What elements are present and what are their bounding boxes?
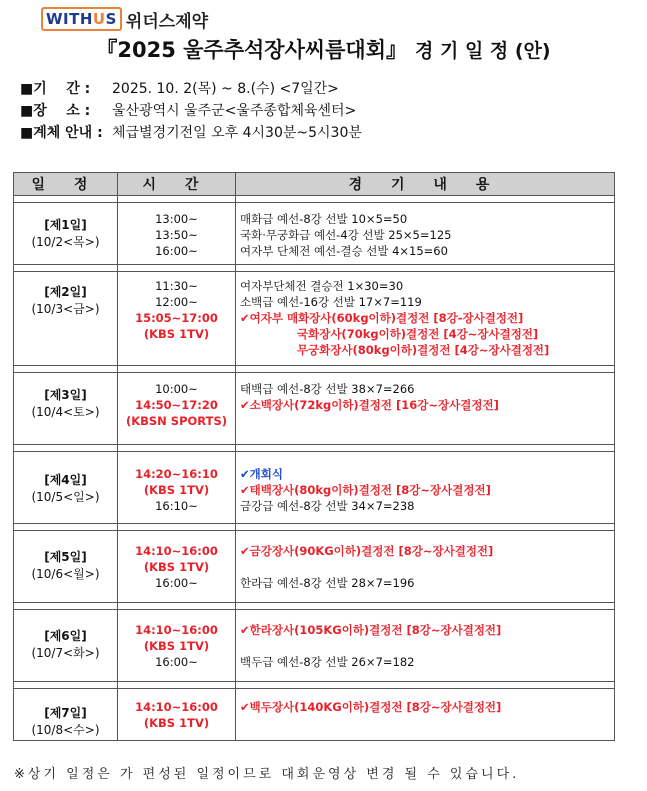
spacer-cell [236,196,615,203]
event-line [240,326,614,342]
row-spacer [14,366,615,373]
info-value: 울산광역시 울주군<울주종합체육센터> [112,103,357,119]
content-cell [236,373,615,445]
time-cell [118,689,236,741]
time-entry: 11:30~ [155,279,198,293]
event-text: 개회식 [249,467,283,481]
footnote: ※상기 일정은 가 편성된 일정이므로 대회운영상 변경 될 수 있습니다. [14,767,520,782]
event-line [240,575,614,591]
logo-korean-name: 위더스제약 [125,11,209,32]
check-icon: ✔ [240,483,250,497]
time-entry: 16:00~ [155,655,198,669]
day-label: [제7일] [44,706,87,720]
title-main: 『2025 울주추석장사씨름대회』 [96,38,407,62]
day-label: [제1일] [44,218,87,232]
event-text: 금강장사(90KG이하)결정전 [8강~장사결정전] [249,544,494,558]
day-date: (10/5<일>) [31,490,100,504]
event-info [20,78,362,144]
spacer-cell [14,445,118,452]
time-entry: 16:00~ [155,576,198,590]
check-icon: ✔ [240,700,250,714]
day-label: [제4일] [44,473,87,487]
event-line [240,482,614,498]
spacer-cell [118,682,236,689]
content-cell [236,531,615,603]
check-icon: ✔ [240,398,250,412]
event-text: 백두장사(140KG이하)결정전 [8강~장사결정전] [249,700,502,714]
spacer-cell [14,196,118,203]
event-text: 소백장사(72kg이하)결정전 [16강~장사결정전] [249,398,499,412]
spacer-cell [118,366,236,373]
event-text: 백두급 예선-8강 선발 26×7=182 [240,655,415,669]
spacer-cell [118,524,236,531]
time-cell [118,452,236,524]
event-line [240,622,614,638]
header-schedule: 일 정 [14,173,118,196]
time-entry: (KBS 1TV) [143,327,210,341]
spacer-cell [118,196,236,203]
event-text: 한라장사(105KG이하)결정전 [8강~장사결정전] [249,623,502,637]
time-entry: (KBS 1TV) [143,716,210,730]
day-date: (10/6<월>) [31,567,100,581]
day-cell [14,373,118,445]
time-entry: (KBS 1TV) [143,483,210,497]
event-line [240,211,614,227]
time-entry: 13:00~ [155,212,198,226]
title-sub: 경 기 일 정 (안) [415,40,551,62]
info-label: ■장 소 : [20,103,96,119]
row-spacer [14,445,615,452]
spacer-cell [236,445,615,452]
day-date: (10/7<화>) [31,646,100,660]
spacer-cell [14,682,118,689]
event-line [240,654,614,670]
event-line [240,381,614,397]
event-line [240,498,614,514]
day-cell [14,272,118,366]
logo-mark: WITHUS [41,7,122,31]
day-cell [14,689,118,741]
event-text: 소백급 예선-16강 선발 17×7=119 [240,295,422,309]
time-cell [118,610,236,682]
event-line [240,342,614,358]
time-entry: (KBS 1TV) [143,560,210,574]
event-line [240,278,614,294]
spacer-cell [14,366,118,373]
time-entry: (KBS 1TV) [143,639,210,653]
spacer-cell [14,524,118,531]
day-date: (10/2<목>) [31,235,100,249]
day-label: [제6일] [44,629,87,643]
schedule-table [13,172,615,741]
spacer-cell [118,603,236,610]
table-row [14,531,615,603]
info-period [20,78,362,100]
check-icon: ✔ [240,467,250,481]
row-spacer [14,524,615,531]
event-text: 여자부 매화장사(60kg이하)결정전 [8강-장사결정전] [249,311,524,325]
time-entry: 14:10~16:00 [135,544,218,558]
event-text: 무궁화장사(80kg이하)결정전 [4강~장사결정전] [297,343,550,357]
spacer-cell [236,603,615,610]
check-icon: ✔ [240,623,250,637]
content-cell [236,610,615,682]
event-text: 태백급 예선-8강 선발 38×7=266 [240,382,415,396]
day-cell [14,203,118,265]
spacer-cell [236,524,615,531]
company-logo [41,6,208,32]
info-value: 2025. 10. 2(목) ~ 8.(수) <7일간> [112,81,339,97]
event-line [240,466,614,482]
table-row [14,203,615,265]
content-cell [236,203,615,265]
row-spacer [14,196,615,203]
event-text: 태백장사(80kg이하)결정전 [8강~장사결정전] [249,483,491,497]
event-line [240,699,614,715]
info-label: ■계체 안내 : [20,125,108,141]
day-cell [14,610,118,682]
check-icon: ✔ [240,544,250,558]
day-date: (10/3<금>) [31,302,100,316]
row-spacer [14,265,615,272]
time-entry: 14:20~16:10 [135,467,218,481]
event-text: 국화·무궁화급 예선-4강 선발 25×5=125 [240,228,452,242]
spacer-cell [236,366,615,373]
day-label: [제2일] [44,285,87,299]
time-entry: 16:00~ [155,244,198,258]
content-cell [236,452,615,524]
day-date: (10/4<토>) [31,405,100,419]
time-entry: 10:00~ [155,382,198,396]
spacer-cell [236,682,615,689]
time-entry: (KBSN SPORTS) [125,414,228,428]
time-cell [118,373,236,445]
event-line [240,543,614,559]
event-text: 여자부 단체전 예선-결승 선발 4×15=60 [240,244,448,258]
document-title [0,34,647,64]
table-row [14,610,615,682]
content-cell [236,272,615,366]
info-venue [20,100,362,122]
day-label: [제5일] [44,550,87,564]
time-cell [118,272,236,366]
table-row [14,373,615,445]
table-row [14,689,615,741]
event-line [240,294,614,310]
row-spacer [14,682,615,689]
table-header-row [14,173,615,196]
spacer-cell [118,445,236,452]
time-entry: 14:50~17:20 [135,398,218,412]
info-weigh-in [20,122,362,144]
event-text: 국화장사(70kg이하)결정전 [4강~장사결정전] [297,327,539,341]
time-entry: 14:10~16:00 [135,700,218,714]
spacer-cell [118,265,236,272]
table-row [14,452,615,524]
schedule-body [14,196,615,741]
spacer-cell [14,265,118,272]
info-value: 체급별경기전일 오후 4시30분~5시30분 [112,125,362,141]
day-label: [제3일] [44,388,87,402]
header-content: 경 기 내 용 [236,173,615,196]
event-text: 금강급 예선-8강 선발 34×7=238 [240,499,415,513]
day-date: (10/8<수>) [31,723,100,737]
table-row [14,272,615,366]
event-text: 여자부단체전 결승전 1×30=30 [240,279,404,293]
header-time: 시 간 [118,173,236,196]
row-spacer [14,603,615,610]
time-entry: 14:10~16:00 [135,623,218,637]
event-text: 한라급 예선-8강 선발 28×7=196 [240,576,415,590]
event-line [240,397,614,413]
time-entry: 13:50~ [155,228,198,242]
day-cell [14,531,118,603]
time-cell [118,203,236,265]
event-text: 매화급 예선-8강 선발 10×5=50 [240,212,408,226]
event-line [240,243,614,259]
time-entry: 16:10~ [155,499,198,513]
event-line [240,227,614,243]
time-cell [118,531,236,603]
check-icon: ✔ [240,311,250,325]
spacer-cell [236,265,615,272]
spacer-cell [14,603,118,610]
info-label: ■기 간 : [20,81,96,97]
day-cell [14,452,118,524]
event-line [240,310,614,326]
time-entry: 12:00~ [155,295,198,309]
time-entry: 15:05~17:00 [135,311,218,325]
content-cell [236,689,615,741]
